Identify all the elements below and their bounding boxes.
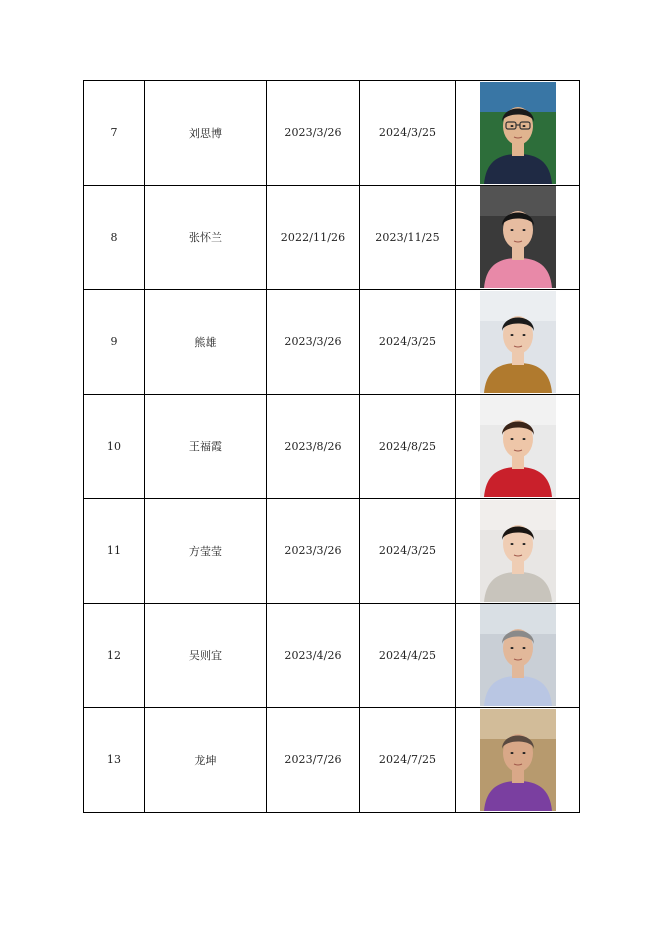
- start-date-cell: 2023/3/26: [267, 81, 360, 186]
- row-number-cell: 7: [84, 81, 145, 186]
- photo-cell: [456, 708, 580, 813]
- start-date-cell: 2023/7/26: [267, 708, 360, 813]
- name-cell: 张怀兰: [145, 185, 267, 290]
- portrait-photo: [480, 82, 556, 184]
- portrait-photo: [480, 500, 556, 602]
- row-number-cell: 8: [84, 185, 145, 290]
- start-date-cell: 2023/4/26: [267, 603, 360, 708]
- end-date-cell: 2024/7/25: [360, 708, 456, 813]
- portrait-photo: [480, 291, 556, 393]
- name-cell: 熊雄: [145, 290, 267, 395]
- photo-cell: [456, 499, 580, 604]
- end-date-cell: 2023/11/25: [360, 185, 456, 290]
- row-number-cell: 12: [84, 603, 145, 708]
- portrait-photo: [480, 604, 556, 706]
- end-date-cell: 2024/4/25: [360, 603, 456, 708]
- personnel-table: [83, 80, 580, 813]
- end-date-cell: 2024/3/25: [360, 290, 456, 395]
- start-date-cell: 2022/11/26: [267, 185, 360, 290]
- table-row: [84, 708, 580, 813]
- name-cell: 龙坤: [145, 708, 267, 813]
- table-row: [84, 81, 580, 186]
- photo-cell: [456, 603, 580, 708]
- name-cell: 刘思博: [145, 81, 267, 186]
- portrait-photo: [480, 186, 556, 288]
- photo-cell: [456, 290, 580, 395]
- table-row: [84, 394, 580, 499]
- photo-cell: [456, 185, 580, 290]
- table-row: [84, 499, 580, 604]
- start-date-cell: 2023/8/26: [267, 394, 360, 499]
- table-row: [84, 603, 580, 708]
- table-row: [84, 290, 580, 395]
- table-row: [84, 185, 580, 290]
- photo-cell: [456, 81, 580, 186]
- portrait-photo: [480, 395, 556, 497]
- row-number-cell: 11: [84, 499, 145, 604]
- row-number-cell: 9: [84, 290, 145, 395]
- portrait-photo: [480, 709, 556, 811]
- end-date-cell: 2024/8/25: [360, 394, 456, 499]
- row-number-cell: 13: [84, 708, 145, 813]
- start-date-cell: 2023/3/26: [267, 290, 360, 395]
- end-date-cell: 2024/3/25: [360, 81, 456, 186]
- photo-cell: [456, 394, 580, 499]
- name-cell: 王福霞: [145, 394, 267, 499]
- end-date-cell: 2024/3/25: [360, 499, 456, 604]
- row-number-cell: 10: [84, 394, 145, 499]
- name-cell: 方莹莹: [145, 499, 267, 604]
- name-cell: 吴则宜: [145, 603, 267, 708]
- start-date-cell: 2023/3/26: [267, 499, 360, 604]
